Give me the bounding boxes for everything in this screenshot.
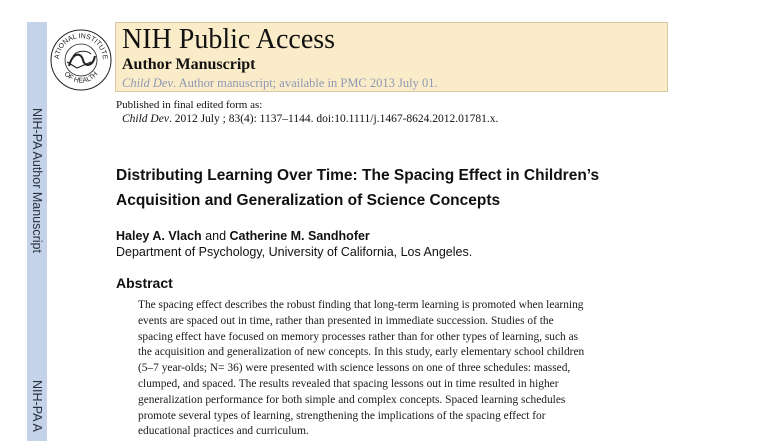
nih-seal-logo bbox=[47, 22, 115, 94]
svg-text:OF HEALTH bbox=[63, 71, 100, 85]
author-name: Catherine M. Sandhofer bbox=[229, 229, 370, 243]
publication-journal: Child Dev bbox=[122, 113, 169, 125]
sidebar-label-partial: NIH-PA A bbox=[30, 380, 44, 432]
abstract-line: generalization performance for both simple and complex concepts. Spaced learning schedules bbox=[138, 393, 566, 406]
publication-details: . 2012 July ; 83(4): 1137–1144. doi:10.1111/j.1467-8624.2012.01781.x. bbox=[168, 113, 499, 125]
abstract-heading: Abstract bbox=[116, 275, 173, 291]
author-separator: and bbox=[201, 229, 230, 243]
published-in-label: Published in final edited form as: bbox=[116, 99, 263, 111]
abstract-line: the acquisition and generalization of new concepts. In this study, early elementary school children bbox=[138, 346, 585, 359]
abstract-line: (5–7 year-olds; N= 36) were presented with science lessons on one of three schedules: massed, bbox=[138, 362, 571, 375]
publication-citation bbox=[122, 113, 498, 125]
banner-subtitle: Author Manuscript bbox=[122, 56, 256, 73]
abstract-body bbox=[138, 298, 673, 440]
banner-journal: Child Dev bbox=[122, 76, 174, 90]
banner-title: NIH Public Access bbox=[122, 24, 336, 55]
seal-text-top: ATIONAL INSTITUTE bbox=[53, 32, 109, 60]
seal-text-bottom: OF HEALTH bbox=[62, 70, 100, 85]
author-affiliation: Department of Psychology, University of California, Los Angeles. bbox=[116, 245, 473, 259]
abstract-line: events are spaced out in time, rather than presented in immediate succession. Studies of the bbox=[138, 314, 554, 327]
sidebar-label: NIH-PA Author Manuscript bbox=[30, 108, 44, 253]
banner-availability: . Author manuscript; available in PMC 2013 July 01. bbox=[173, 76, 438, 90]
abstract-line: educational practices and curriculum. bbox=[138, 425, 309, 438]
abstract-line: The spacing effect describes the robust finding that long-term learning is promoted when learning bbox=[138, 299, 584, 311]
nih-public-access-banner bbox=[115, 22, 668, 92]
abstract-line: promote several types of learning, strengthening the implications of the spacing effect for bbox=[138, 409, 546, 422]
author-name: Haley A. Vlach bbox=[116, 229, 202, 243]
banner-citation bbox=[122, 76, 438, 91]
abstract-line: spacing effect have focused on memory processes rather than for other types of learning, such as bbox=[138, 330, 579, 343]
author-list bbox=[116, 229, 370, 243]
paper-title: Distributing Learning Over Time: The Spacing Effect in Children’s Acquisition and Generalization of Science Concepts bbox=[116, 167, 600, 209]
abstract-line: clumped, and spaced. The results revealed that spacing lessons out in time resulted in higher bbox=[138, 377, 559, 390]
